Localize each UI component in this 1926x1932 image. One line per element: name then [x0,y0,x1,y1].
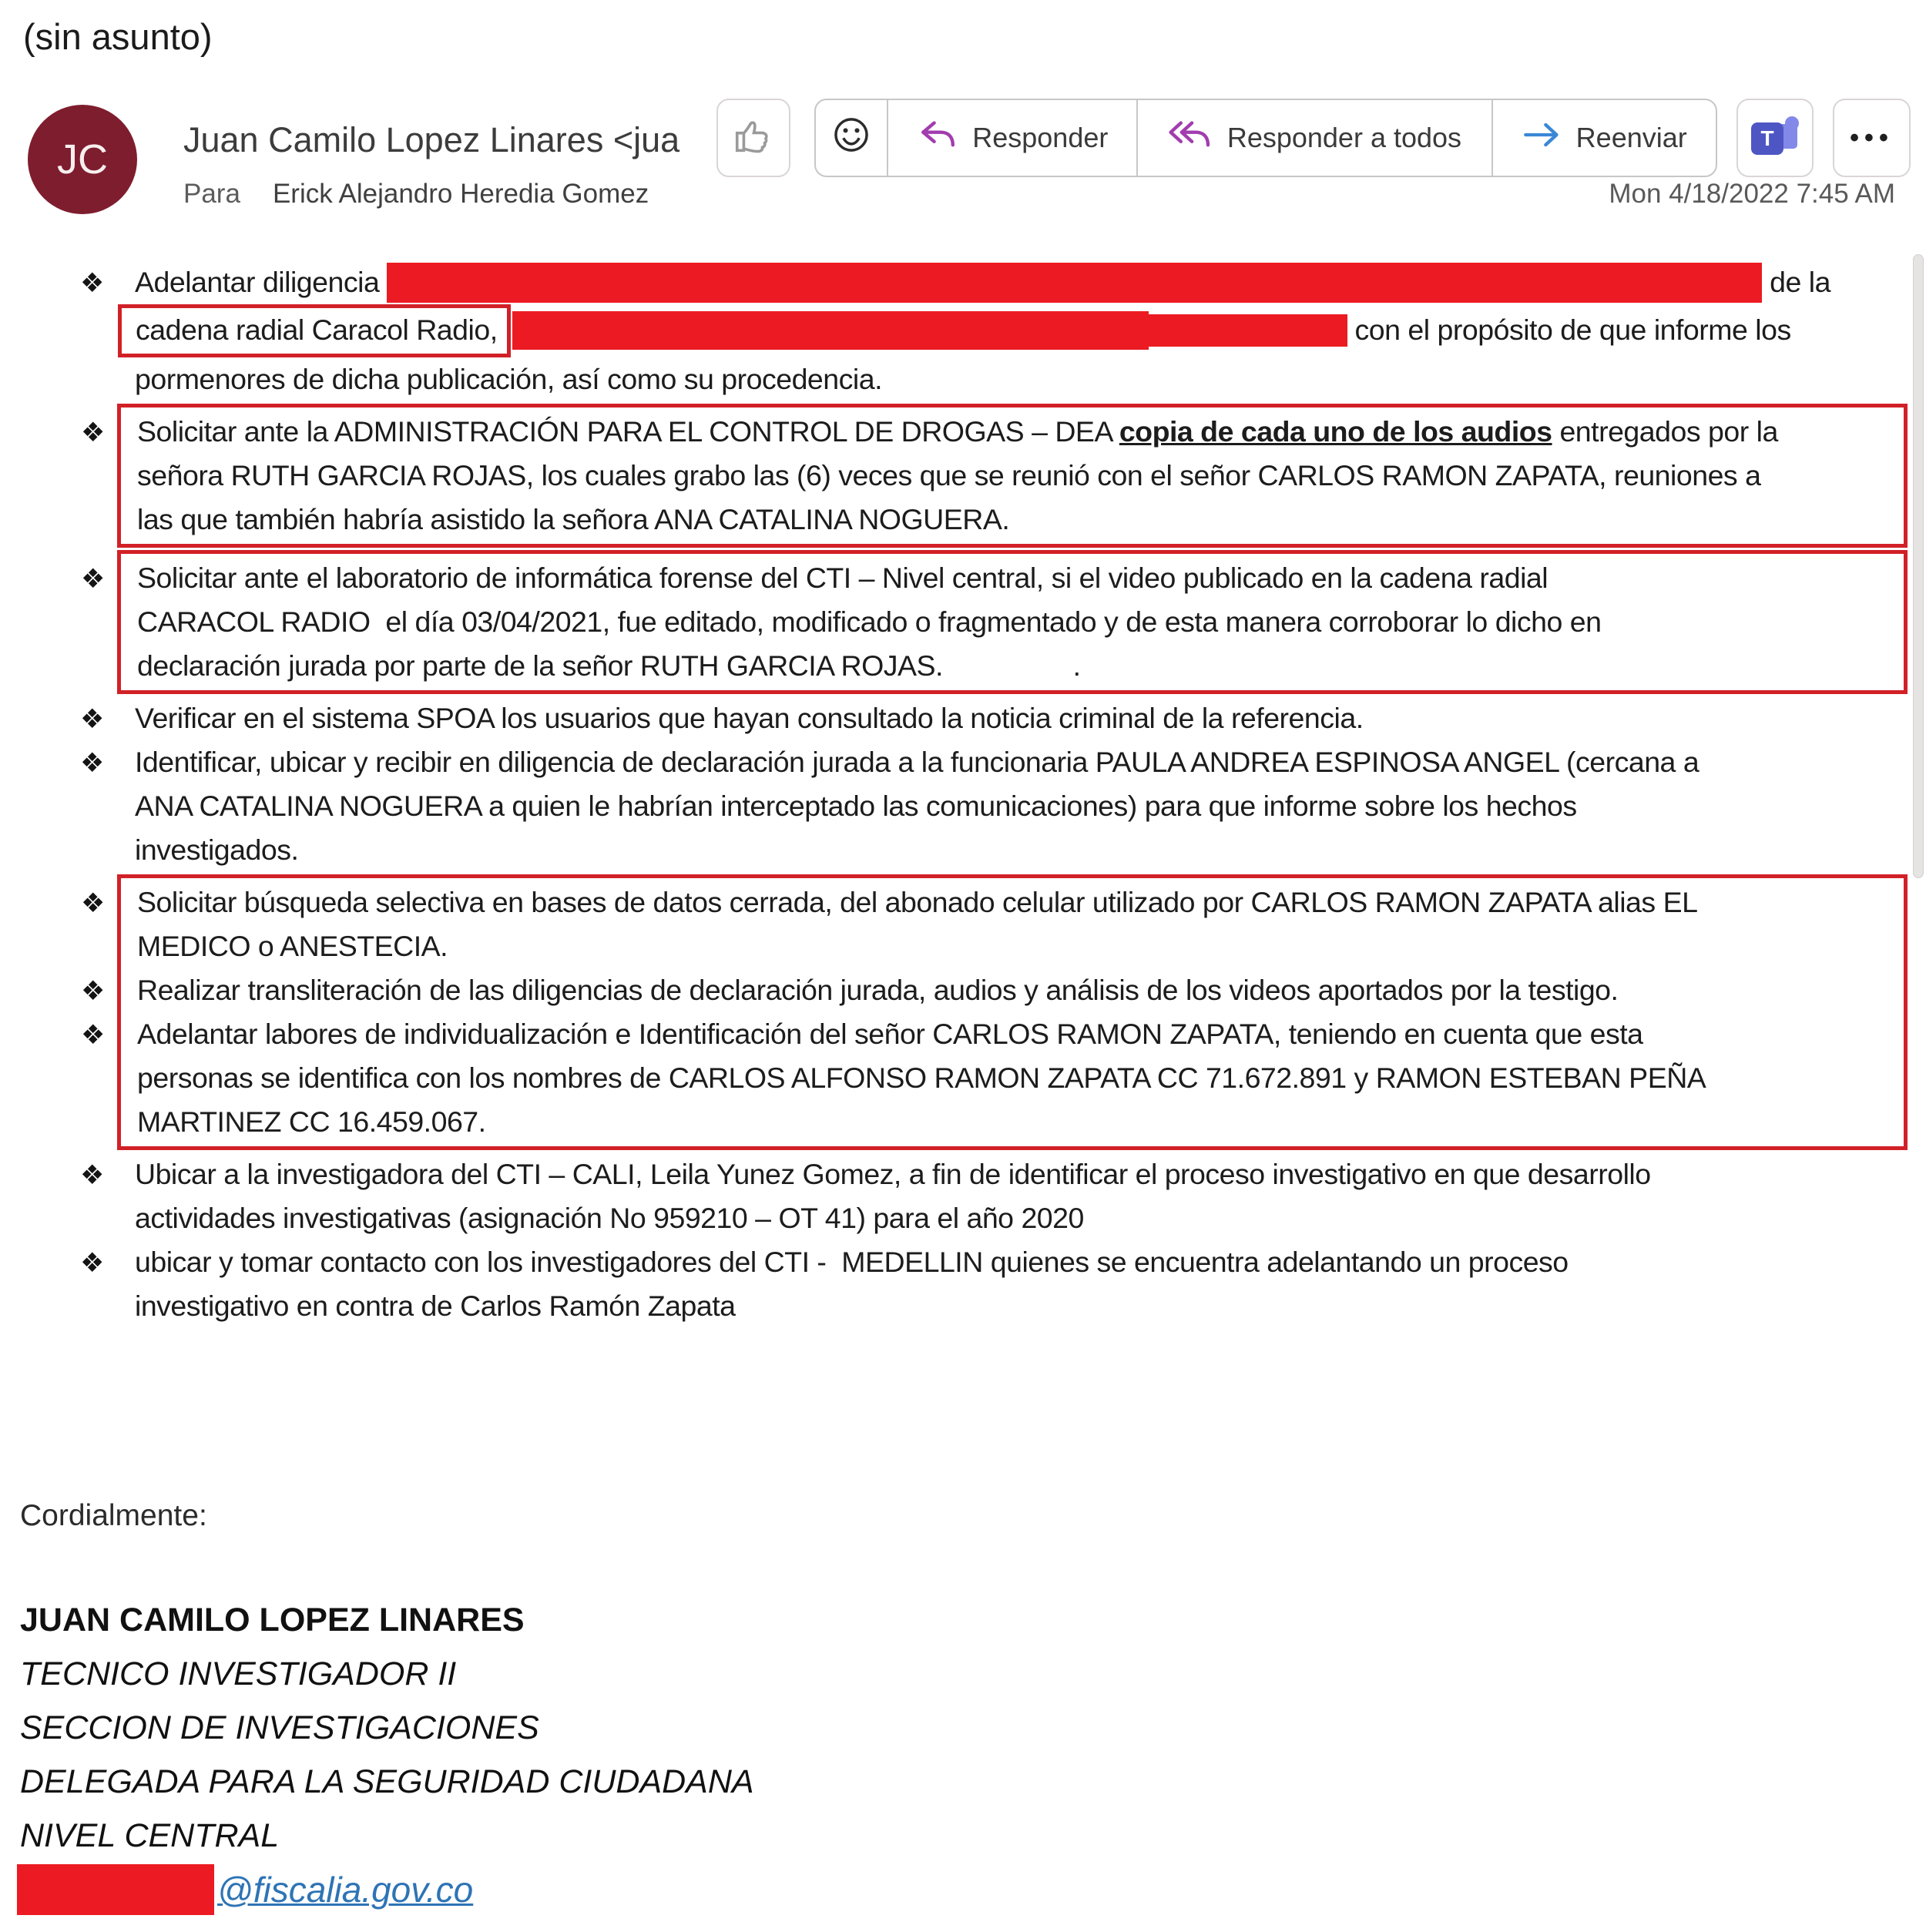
bullet-list [0,260,1926,1328]
bullet-marker: ❖ [80,704,105,734]
forward-label: Reenviar [1575,122,1687,153]
more-actions-button[interactable] [1833,99,1911,177]
bullet-marker: ❖ [81,888,106,918]
emoji-button[interactable] [816,100,887,176]
bullet-marker: ❖ [80,748,105,778]
red-outline-group [81,874,1908,1150]
body-line [121,1100,1904,1144]
email-redaction-bar [17,1864,214,1915]
body-line [0,1240,1926,1284]
body-line [121,498,1904,542]
body-line [121,600,1904,644]
forward-button[interactable] [1493,100,1716,176]
signature-line: JUAN CAMILO LOPEZ LINARES [20,1602,525,1639]
red-outline-group [81,404,1908,548]
thumbs-up-icon [731,114,776,163]
bullet-group [0,696,1926,740]
body-line [0,1152,1926,1196]
bullet-group [0,1240,1926,1328]
body-line [0,304,1926,357]
body-text: Solicitar búsqueda selectiva en bases de datos cerrada, del abonado celular utilizado por CARLOS RAMON ZAPATA alias EL [137,886,1698,918]
body-text: Realizar transliteración de las diligencias de declaración jurada, audios y análisis de los videos aportados por la testigo. [137,974,1619,1006]
body-line [81,880,1904,924]
redaction-bar [1149,314,1347,347]
red-outline-group [81,550,1908,694]
body-text: Solicitar ante la ADMINISTRACIÓN PARA EL CONTROL DE DROGAS – DEA [137,415,1119,448]
smiley-icon [830,113,873,163]
body-line [0,260,1926,304]
avatar [28,105,137,214]
body-line [0,357,1926,401]
body-text: declaración jurada por parte de la señor RUTH GARCIA ROJAS. . [137,649,1081,682]
like-button[interactable] [716,99,790,177]
signature-block [20,1593,754,1863]
email-subject: (sin asunto) [23,16,213,57]
body-text: actividades investigativas (asignación No 959210 – OT 41) para el año 2020 [135,1202,1084,1234]
teams-icon: T [1751,116,1799,159]
body-line [0,1284,1926,1328]
bullet-marker: ❖ [81,564,106,594]
signature-email-row [17,1864,473,1915]
signature-line: TECNICO INVESTIGADOR II [20,1655,457,1692]
body-text: Adelantar diligencia [135,266,388,298]
bullet-marker: ❖ [80,1160,105,1190]
forward-arrow-icon [1522,118,1562,159]
bullet-marker: ❖ [81,1020,106,1050]
body-text: las que también habría asistido la señora ANA CATALINA NOGUERA. [137,503,1010,535]
body-text: Solicitar ante el laboratorio de informática forense del CTI – Nivel central, si el video publicado en la cadena radial [137,562,1549,594]
body-line [81,556,1904,600]
body-text: con el propósito de que informe los [1347,314,1791,346]
recipient-row [183,179,649,210]
recipient-name[interactable]: Erick Alejandro Heredia Gomez [272,179,649,209]
redaction-bar [387,263,1762,303]
body-text: pormenores de dicha publicación, así como su procedencia. [135,363,882,395]
body-text: Verificar en el sistema SPOA los usuarios que hayan consultado la noticia criminal de la referencia. [135,702,1364,734]
closing-text: Cordialmente: [20,1499,207,1532]
body-text: señora RUTH GARCIA ROJAS, los cuales grabo las (6) veces que se reunió con el señor CARLOS RAMON ZAPATA, reuniones a [137,459,1761,491]
avatar-initials: JC [57,136,108,183]
body-line [121,454,1904,498]
body-text: Adelantar labores de individualización e Identificación del señor CARLOS RAMON ZAPATA, teniendo en cuenta que esta [137,1018,1643,1050]
bullet-group [0,1152,1926,1240]
bullet-marker: ❖ [80,268,105,298]
body-text: entregados por la [1552,415,1778,448]
body-line [0,784,1926,828]
bullet-group [0,740,1926,872]
body-line [121,924,1904,968]
body-line [81,410,1904,454]
body-line [81,968,1904,1012]
body-line [0,696,1926,740]
body-text: investigados. [135,834,299,866]
body-text: ANA CATALINA NOGUERA a quien le habrían interceptado las comunicaciones) para que informe sobre los hechos [135,790,1577,822]
body-text: de la [1762,266,1830,298]
body-line [81,1012,1904,1056]
body-text: MEDICO o ANESTECIA. [137,930,448,962]
bold-underlined-text: copia de cada uno de los audios [1119,415,1552,448]
response-toolbar [814,99,1717,177]
teams-share-button[interactable] [1736,99,1814,177]
reply-button[interactable] [888,100,1136,176]
body-text: personas se identifica con los nombres de CARLOS ALFONSO RAMON ZAPATA CC 71.672.891 y RAMON ESTEBAN PEÑA [137,1062,1706,1094]
body-text: MARTINEZ CC 16.459.067. [137,1105,486,1138]
bullet-marker: ❖ [81,418,106,448]
sender-name: Juan Camilo Lopez Linares <jua [183,120,680,159]
body-text: Identificar, ubicar y recibir en diligencia de declaración jurada a la funcionaria PAULA ANDREA ESPINOSA ANGEL (cercana a [135,746,1700,778]
bullet-marker: ❖ [80,1248,105,1278]
body-text: ubicar y tomar contacto con los investigadores del CTI - MEDELLIN quienes se encuentra adelantando un proceso [135,1246,1569,1278]
body-line [0,828,1926,872]
body-line [0,1196,1926,1240]
signature-line: NIVEL CENTRAL [20,1817,280,1854]
reply-all-arrow-icon [1169,118,1213,159]
signature-line: SECCION DE INVESTIGACIONES [20,1709,539,1746]
body-line [121,644,1904,688]
bullet-marker: ❖ [81,976,106,1006]
body-text: CARACOL RADIO el día 03/04/2021, fue editado, modificado o fragmentado y de esta manera corroborar lo dicho en [137,605,1602,638]
redaction-bar [512,311,1149,350]
body-line [121,1056,1904,1100]
reply-all-button[interactable] [1138,100,1491,176]
signature-line: DELEGADA PARA LA SEGURIDAD CIUDADANA [20,1763,754,1800]
body-text: investigativo en contra de Carlos Ramón Zapata [135,1290,736,1322]
red-outlined-phrase: cadena radial Caracol Radio, [118,304,511,357]
message-date: Mon 4/18/2022 7:45 AM [1609,179,1895,209]
body-line [0,740,1926,784]
to-label: Para [183,179,240,209]
reply-arrow-icon [917,118,958,159]
reply-label: Responder [972,122,1109,153]
bullet-group [0,260,1926,401]
ellipsis-icon: ••• [1850,122,1894,153]
reply-all-label: Responder a todos [1226,122,1462,153]
signature-email-link[interactable]: @fiscalia.gov.co [217,1870,474,1910]
body-text: Ubicar a la investigadora del CTI – CALI, Leila Yunez Gomez, a fin de identificar el proceso investigativo en que desarrollo [135,1158,1651,1190]
